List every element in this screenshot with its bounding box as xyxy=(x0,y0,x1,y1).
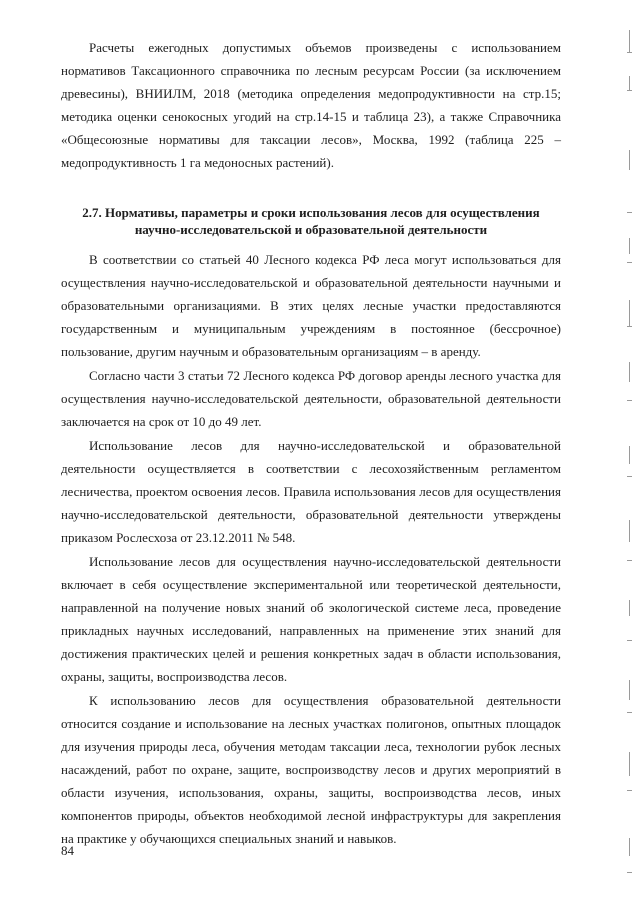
edge-tick xyxy=(627,212,632,213)
edge-mark xyxy=(629,838,630,856)
edge-mark xyxy=(629,446,630,464)
edge-mark xyxy=(629,150,630,170)
edge-tick xyxy=(627,640,632,641)
page-body xyxy=(61,36,561,851)
edge-tick xyxy=(627,872,632,873)
paragraph-regulations: Использование лесов для научно-исследовательской и образовательной деятельности осуществляется в соответствии с лесохозяйственным регламентом лесничества, проектом освоения лесов. Правила использования лесов для осуществления научно-исследовательской деятельности, образовательной деятельности утверждены приказом Рослесхоза от 23.12.2011 № 548. xyxy=(61,438,561,545)
edge-tick xyxy=(627,90,632,91)
edge-mark xyxy=(629,76,630,90)
edge-mark xyxy=(629,300,630,326)
paragraph-education-use: К использованию лесов для осуществления образовательной деятельности относится создание и использование на лесных участках полигонов, опытных площадок для изучения природы леса, обучения методам таксации леса, технологии рубок лесных насаждений, работ по охране, защите, воспроизводству лесов и других мероприятий в области изучения, использования, охраны, защиты, воспроизводства лесов, иных компонентов природы, объектов необходимой лесной инфраструктуры для закрепления на практике у обучающихся специальных знаний и навыков. xyxy=(61,693,561,846)
paragraph-norms-sources: Расчеты ежегодных допустимых объемов произведены с использованием нормативов Таксационного справочника по лесным ресурсам России (за исключением древесины), ВНИИЛМ, 2018 (методика определения медопродуктивности на стр.15; методика оценки сенокосных угодий на стр.14-15 и таблица 23), а также Справочника «Общесоюзные нормативы для таксации лесов», Москва, 1992 (таблица 225 – медопродуктивность 1 га медоносных растений). xyxy=(61,40,561,170)
scan-edge-marks xyxy=(618,0,632,905)
edge-tick xyxy=(627,560,632,561)
section-heading xyxy=(61,204,561,238)
edge-tick xyxy=(627,476,632,477)
edge-tick xyxy=(627,400,632,401)
edge-tick xyxy=(627,52,632,53)
section-heading-line-1: 2.7. Нормативы, параметры и сроки использования лесов для осуществления xyxy=(82,205,540,220)
edge-mark xyxy=(629,680,630,700)
edge-mark xyxy=(629,752,630,776)
edge-mark xyxy=(629,238,630,254)
edge-mark xyxy=(629,30,630,52)
edge-mark xyxy=(629,600,630,616)
paragraph-article-40: В соответствии со статьей 40 Лесного кодекса РФ леса могут использоваться для осуществления научно-исследовательской и образовательной деятельности научными и образовательными организациями. В этих целях лесные участки предоставляются государственным и муниципальным учреждениям в постоянное (бессрочное) пользование, другим научным и образовательным организациям – в аренду. xyxy=(61,252,561,359)
edge-tick xyxy=(627,262,632,263)
edge-mark xyxy=(629,362,630,382)
edge-tick xyxy=(627,790,632,791)
section-heading-line-2: научно-исследовательской и образовательной деятельности xyxy=(134,222,488,237)
edge-tick xyxy=(627,326,632,327)
edge-tick xyxy=(627,712,632,713)
paragraph-article-72: Согласно части 3 статьи 72 Лесного кодекса РФ договор аренды лесного участка для осуществления научно-исследовательской деятельности, образовательной деятельности заключается на срок от 10 до 49 лет. xyxy=(61,368,561,429)
page-number: 84 xyxy=(61,843,74,858)
paragraph-research-use: Использование лесов для осуществления научно-исследовательской деятельности включает в себя осуществление экспериментальной или теоретической деятельности, направленной на получение новых знаний об экологической системе леса, проведение прикладных научных исследований, направленных на применение этих знаний для достижения практических целей и решения конкретных задач в области использования, охраны, защиты, воспроизводства лесов. xyxy=(61,554,561,684)
edge-mark xyxy=(629,520,630,542)
